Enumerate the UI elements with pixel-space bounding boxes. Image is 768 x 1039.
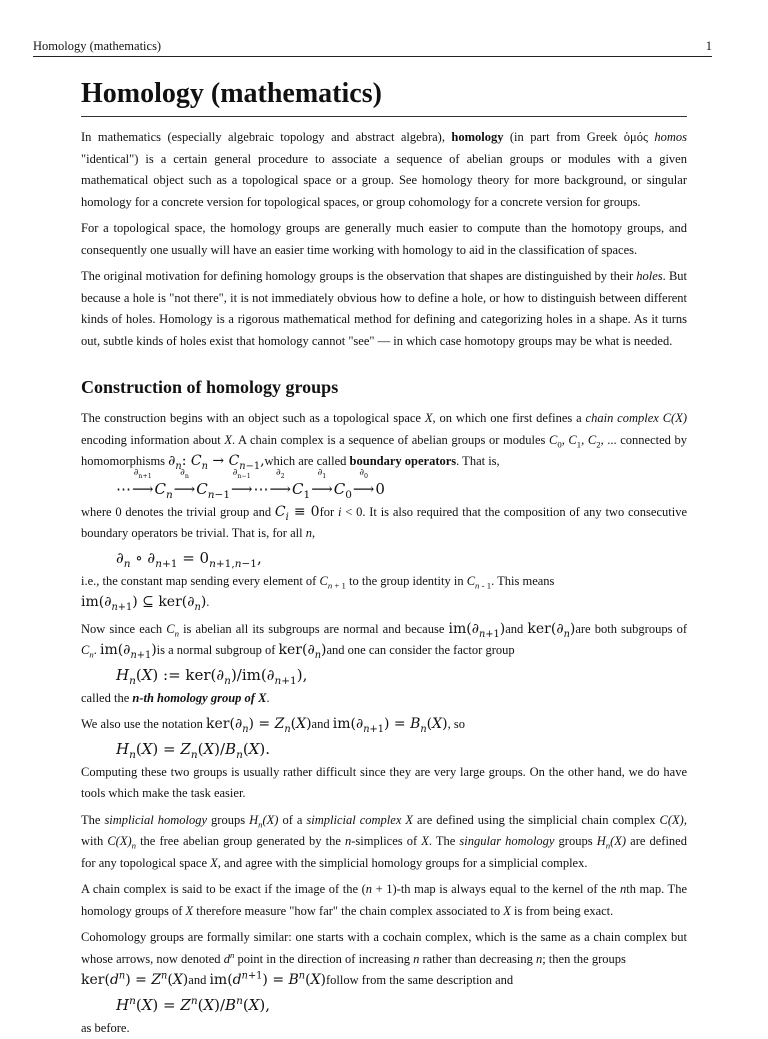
- trivial-group-formula: $C_i \equiv 0$: [275, 504, 320, 520]
- page-number: 1: [706, 38, 712, 54]
- construction-paragraph-5: called the n-th homology group of X.: [81, 688, 687, 710]
- running-title: Homology (mathematics): [33, 39, 161, 53]
- construction-paragraph-8: The simplicial homology groups $H_n(X)$ of a simplicial complex X are defined using the simplicial chain complex C(X), with $C(X)_n$ the free abelian group generated by the n-simplices of X. The singular homology groups $H_n(X)$ are defined for any topological space X, and agree with the simplicial homology groups for a simplicial complex.: [81, 810, 687, 875]
- intro-paragraph-1: In mathematics (especially algebraic topology and abstract algebra), homology (in part from Greek ὁμός homos "identical") is a certain general procedure to associate a sequence of abelian groups or modules with a given mathematical object such as a topological space or a group. See homology theory for more background, or singular homology for a concrete version for topological spaces, or group cohomology for a concrete version for groups.: [81, 127, 687, 213]
- homology-quotient-formula: $H_n(X) = Z_n(X)/B_n(X)$.: [116, 738, 687, 760]
- image-kernel-formula: $im(\partial_{n+1})$ ⊆ $ker(\partial_n)$: [81, 594, 206, 610]
- construction-paragraph-4: Now since each $C_n$ is abelian all its subgroups are normal and because $im(\partial_{n+1})and$ $ker(\partial_n)are$ both subgroups of $C_n$. $im(\partial_{n+1})is$ a normal subgroup of $ker(\partial_n)and$ one can consider the factor group: [81, 619, 687, 662]
- running-header: [33, 38, 712, 57]
- article-body: [81, 76, 687, 1039]
- cohomology-formula: $H^n(X) = Z^n(X)/B^n(X)$,: [116, 994, 687, 1016]
- term-homology: homology: [451, 130, 503, 144]
- construction-paragraph-6: We also use the notation $ker(\partial_n) = Z_n(X)and$ $im(\partial_{n+1}) = B_n(X)$, so: [81, 714, 687, 736]
- construction-paragraph-2: where 0 denotes the trivial group and $C_i \equiv 0for$ i < 0. It is also required that the composition of any two consecutive boundary operators be trivial. That is, for all n,: [81, 502, 687, 545]
- intro-paragraph-3: The original motivation for defining homology groups is the observation that shapes are distinguished by their holes. But because a hole is "not there", it is not immediately obvious how to define a hole, or how to distinguish between different kinds of holes. Homology is a rigorous mathematical method for defining and categorizing holes in a shape. As it turns out, subtle kinds of holes exist that homology cannot "see" — in which case homotopy groups may be what is needed.: [81, 266, 687, 352]
- construction-paragraph-11: as before.: [81, 1018, 687, 1039]
- construction-paragraph-10: Cohomology groups are formally similar: one starts with a cochain complex, which is the same as a chain complex but whose arrows, now denoted $d^n$ point in the direction of increasing n rather than decreasing n; then the groups $ker(d^n) = Z^n(X)and$ $im(d^{n+1})$ = $B^n(X)follow$ from the same description and: [81, 927, 687, 992]
- boundary-map-formula: $\partial_n$: $C_n \to C_{n-1}$,: [168, 453, 264, 469]
- composition-formula: $\partial_n$ ∘ $\partial_{n+1} = 0_{n+1,n-1}$,: [116, 547, 687, 569]
- intro-paragraph-2: For a topological space, the homology groups are generally much easier to compute than the homotopy groups, and consequently one usually will have an easier time working with homology to aid in the classification of spaces.: [81, 218, 687, 261]
- page-title: Homology (mathematics): [81, 76, 687, 117]
- section-heading: Construction of homology groups: [81, 376, 687, 398]
- construction-paragraph-1: The construction begins with an object such as a topological space X, on which one first defines a chain complex C(X) encoding information about X. A chain complex is a sequence of abelian groups or modules $C_0$, $C_1$, $C_2$, ... connected by homomorphisms $\partial_n$: $C_n$ → $C_{n-1},which$ are called boundary operators. That is,: [81, 408, 687, 473]
- construction-paragraph-9: A chain complex is said to be exact if the image of the (n + 1)-th map is always equal to the kernel of the nth map. The homology groups of X therefore measure "how far" the chain complex associated to X is from being exact.: [81, 879, 687, 922]
- construction-paragraph-7: Computing these two groups is usually rather difficult since they are very large groups. On the other hand, we do have tools which make the task easier.: [81, 762, 687, 805]
- construction-paragraph-3: i.e., the constant map sending every element of $C_{n + 1}$ to the group identity in $C_{n - 1}$. This means $im(\partial_{n+1})$ ⊆ $ker(\partial_n)$.: [81, 571, 687, 614]
- chain-complex-formula: ⋯ $\partial_{n+1}$ $⟶C_n$ $\partial_n$ $⟶C_{n-1}$ $\partial_{n-1}$ ⟶⋯ $\partial_2$ $⟶C_1$ $\partial_1$ $⟶C_0$ $\partial_0$ ⟶0: [116, 478, 687, 500]
- homology-group-formula: $H_n(X)$ := $ker(\partial_n)/im(\partial_{n+1})$,: [116, 664, 687, 686]
